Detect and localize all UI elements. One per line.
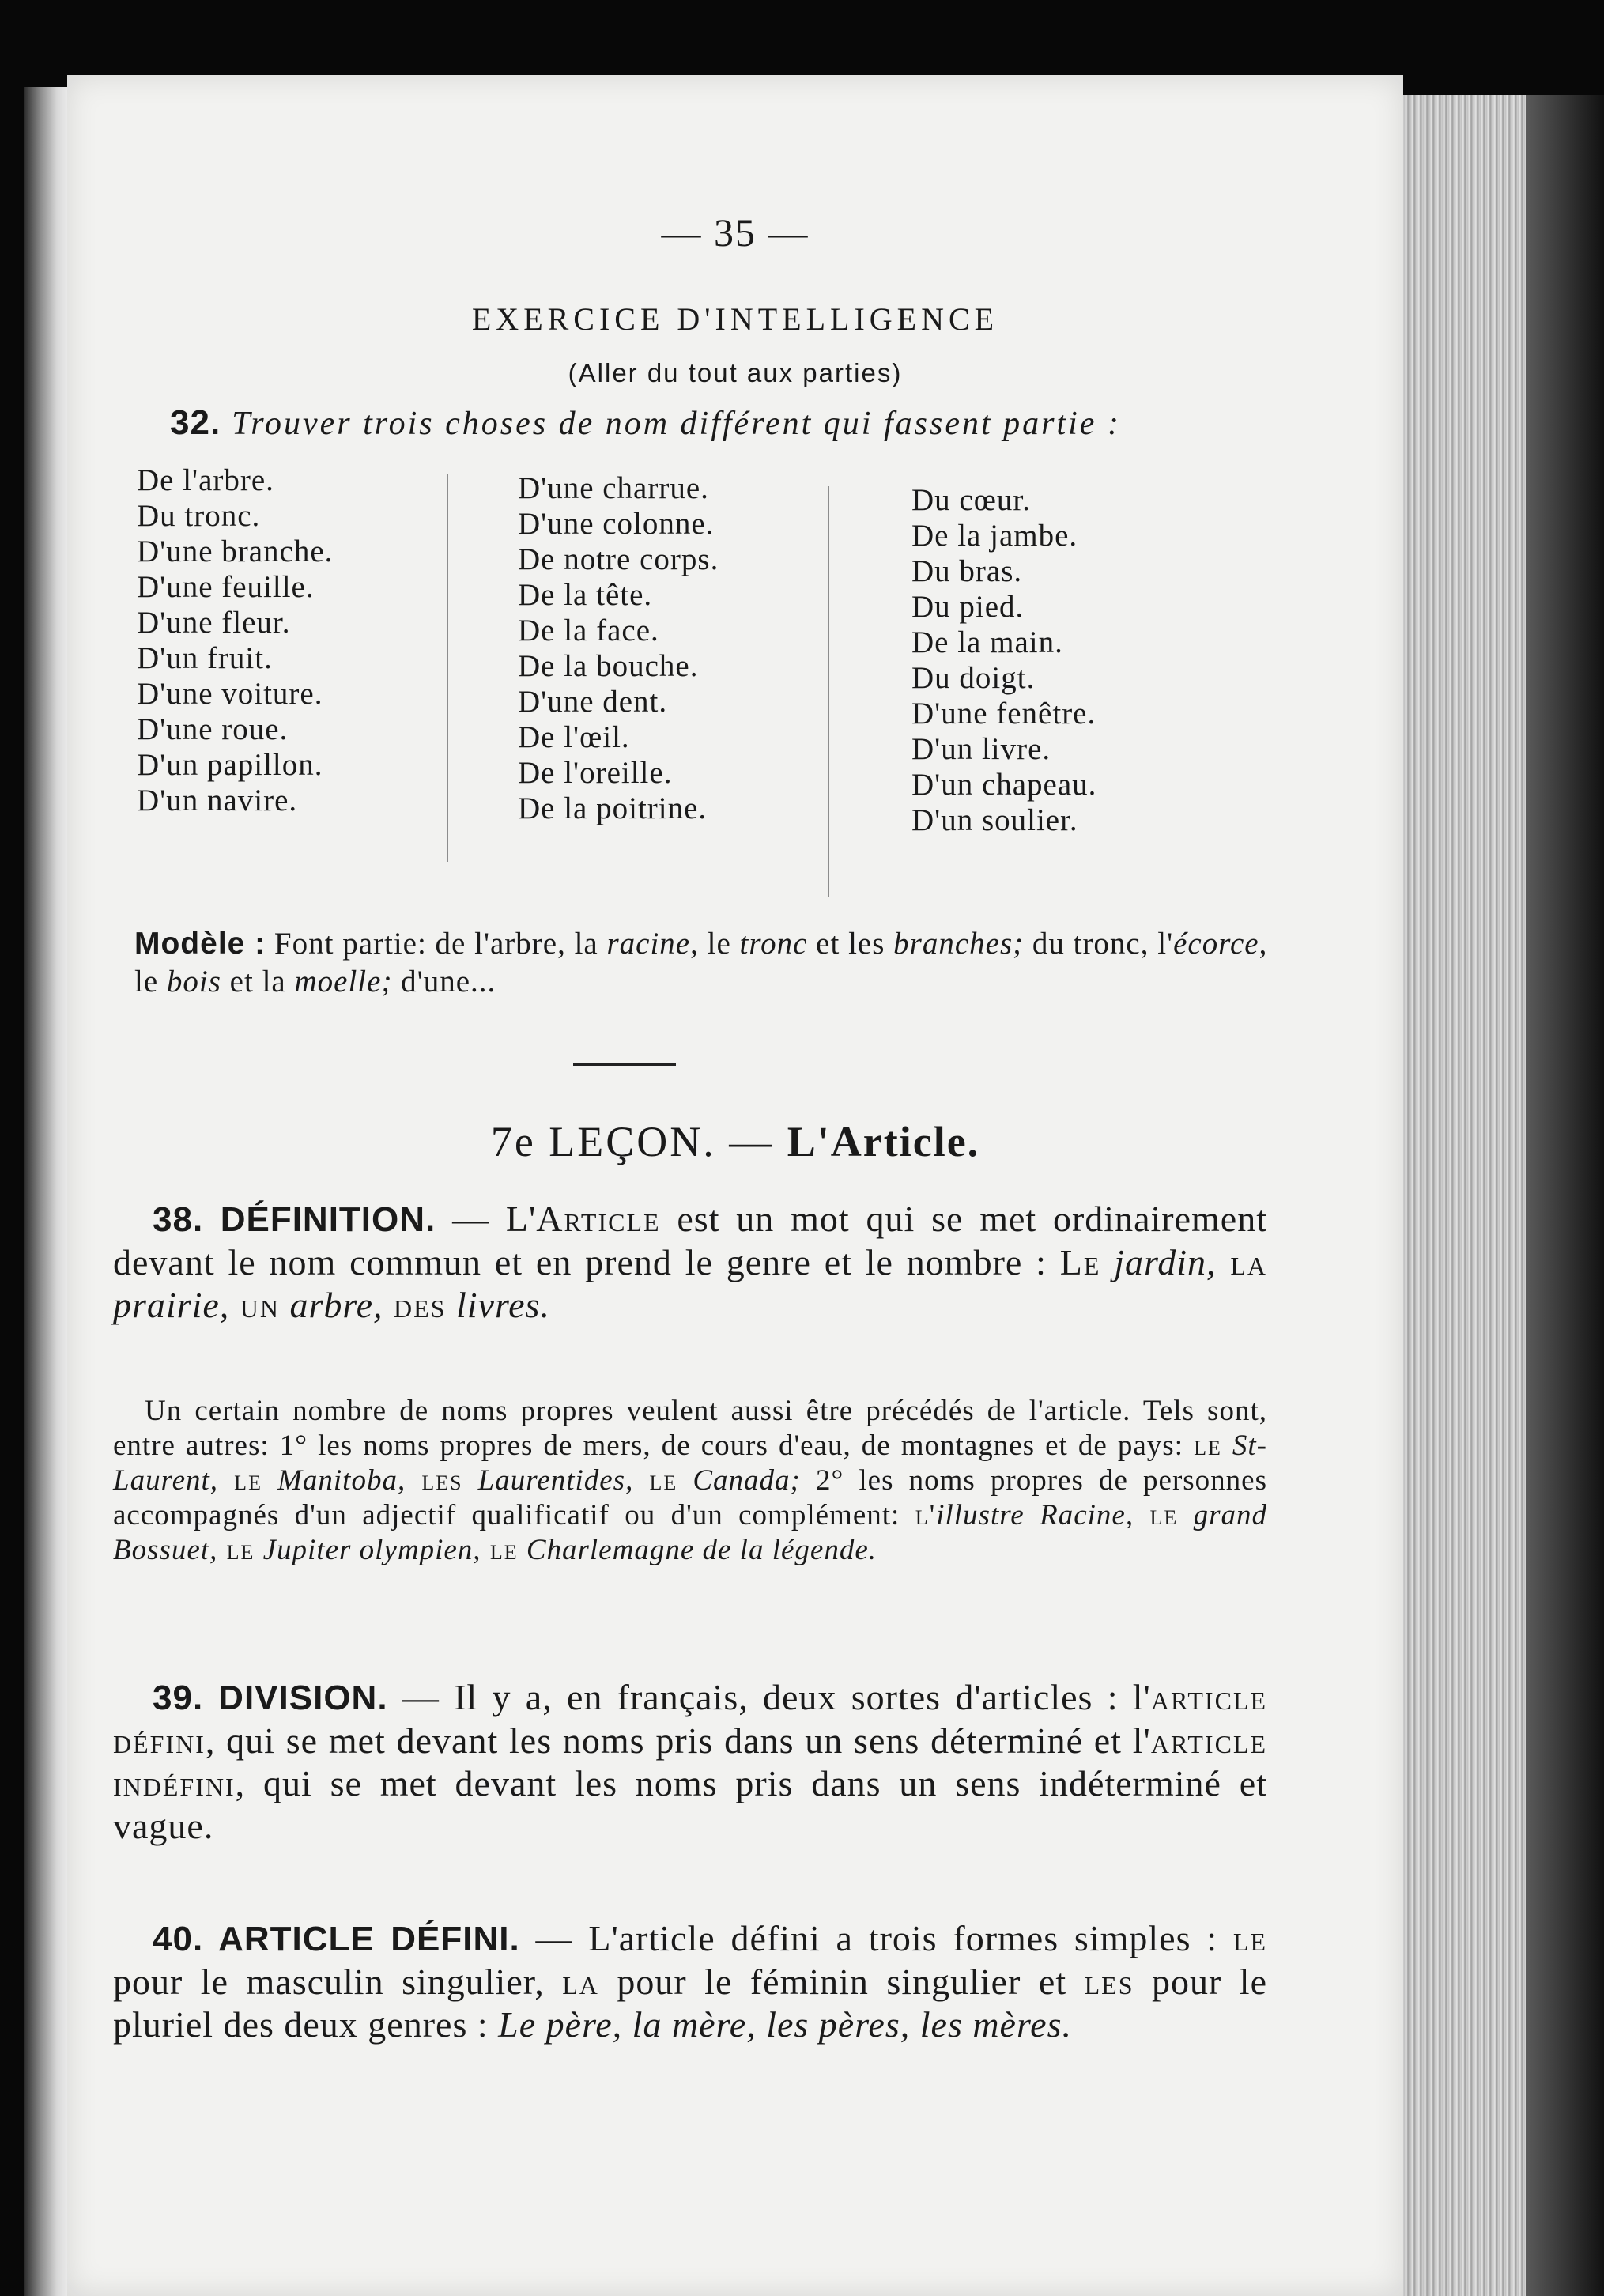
question-number: 32. — [170, 403, 221, 442]
text-run: 2° les noms propres de personnes accompagnés d'un adjectif qualificatif ou d'un complément: — [113, 1464, 1267, 1531]
note-proper-nouns — [113, 1394, 1267, 1568]
question-instruction: Trouver trois choses de nom différent qui fassent partie : — [232, 406, 1121, 442]
list-item: D'une voiture. — [137, 677, 323, 711]
book-page — [67, 75, 1403, 2296]
list-item: De la face. — [518, 614, 659, 648]
list-item: Du cœur. — [911, 483, 1031, 517]
text-run: des — [383, 1285, 447, 1325]
paragraph-heading: 38. DÉFINITION. — [153, 1200, 436, 1239]
list-item: D'un chapeau. — [911, 768, 1097, 802]
list-item: De notre corps. — [518, 542, 719, 576]
text-run: et la — [221, 965, 295, 999]
text-run: Font partie: de l'arbre, la — [266, 927, 607, 961]
text-run: St-Laurent, — [113, 1429, 1267, 1497]
paragraph-40-article-defini — [113, 1917, 1267, 2046]
text-run: — L'article défini a trois formes simples : — [519, 1918, 1233, 1958]
text-run: le — [1232, 1918, 1267, 1958]
list-item: D'un soulier. — [911, 803, 1078, 837]
text-run: , qui se met devant les noms pris dans un sens indéterminé et vague. — [113, 1763, 1267, 1846]
text-run: pour le féminin singulier et — [598, 1962, 1085, 2002]
text-run: Manitoba, — [262, 1464, 406, 1497]
list-item: De l'arbre. — [137, 463, 274, 497]
text-run: Laurentides, — [462, 1464, 634, 1497]
list-item: Du bras. — [911, 554, 1023, 588]
list-item: D'une feuille. — [137, 570, 315, 604]
page-number: — 35 — — [661, 210, 810, 255]
list-item: D'un livre. — [911, 732, 1051, 766]
text-run: moelle; — [294, 965, 393, 999]
text-run: Charlemagne de la légende. — [518, 1534, 877, 1566]
paragraph-heading: 40. ARTICLE DÉFINI. — [153, 1920, 520, 1958]
text-run: Jupiter olympien, — [255, 1534, 481, 1566]
text-run: le — [633, 1464, 678, 1497]
facing-page-edge — [24, 87, 71, 2296]
text-run: la — [1216, 1242, 1268, 1282]
column-divider — [828, 486, 829, 897]
text-run: jardin, — [1100, 1242, 1217, 1282]
list-item: D'une branche. — [137, 534, 334, 568]
text-run: — L' — [436, 1199, 537, 1239]
word-column-2 — [518, 470, 850, 826]
paragraph-heading: 39. DIVISION. — [153, 1679, 388, 1717]
list-item: Du pied. — [911, 590, 1025, 624]
list-item: D'une dent. — [518, 685, 668, 719]
list-item: D'un navire. — [137, 784, 298, 818]
text-run: , le — [134, 927, 1268, 999]
text-run: d'une... — [392, 965, 496, 999]
text-run: tronc — [739, 927, 808, 961]
text-run: bois — [166, 965, 221, 999]
list-item: D'une charrue. — [518, 471, 709, 505]
list-item: De la jambe. — [911, 519, 1078, 553]
text-run: et les — [807, 927, 894, 961]
model-answer — [134, 925, 1289, 1001]
exercise-title: EXERCICE D'INTELLIGENCE — [471, 301, 999, 337]
text-run: les — [1084, 1962, 1134, 2002]
text-run: arbre, — [280, 1285, 383, 1325]
list-item: D'une fleur. — [137, 606, 291, 640]
text-run: le — [217, 1534, 255, 1566]
question-32 — [170, 403, 1340, 443]
text-run: article indéfini — [113, 1720, 1267, 1803]
text-run: pour le masculin singulier, — [113, 1962, 563, 2002]
lesson-title — [67, 1117, 1403, 1166]
text-run: la — [562, 1962, 599, 2002]
list-item: D'une colonne. — [518, 507, 715, 541]
text-run: écorce — [1173, 927, 1259, 961]
text-run: Canada; — [677, 1464, 801, 1497]
list-item: Du tronc. — [137, 499, 261, 533]
text-run: pour le pluriel des deux genres : — [113, 1962, 1267, 2045]
text-run: du tronc, l' — [1024, 927, 1174, 961]
text-run: livres. — [446, 1285, 550, 1325]
text-run: branches; — [893, 927, 1025, 961]
text-run: le — [1134, 1499, 1179, 1531]
model-label: Modèle : — [134, 927, 266, 961]
text-run: l' — [915, 1499, 937, 1531]
text-run: Le père, la mère, les pères, les mères. — [498, 2004, 1072, 2045]
text-run: un — [229, 1285, 280, 1325]
text-run: Le — [1059, 1242, 1101, 1282]
list-item: De la tête. — [518, 578, 653, 612]
list-item: D'un papillon. — [137, 748, 323, 782]
text-run: grand Bossuet, — [113, 1499, 1268, 1566]
paragraph-39-division — [113, 1676, 1267, 1848]
list-item: D'un fruit. — [137, 641, 273, 675]
paragraph-38-definition — [113, 1198, 1267, 1327]
text-run: le — [481, 1534, 519, 1566]
list-item: D'une roue. — [137, 712, 289, 746]
text-run: illustre Racine, — [936, 1499, 1134, 1531]
list-item: De la poitrine. — [518, 791, 708, 825]
column-divider — [447, 474, 448, 862]
text-run: — Il y a, en français, deux sortes d'articles : l' — [387, 1677, 1151, 1717]
list-item: De l'oreille. — [518, 756, 673, 790]
list-item: Du doigt. — [911, 661, 1036, 695]
text-run: le — [1194, 1429, 1222, 1462]
book-spine-shadow — [1526, 95, 1604, 2296]
text-run: Un certain nombre de noms propres veulent aussi être précédés de l'article. Tels sont, entre autres: 1° les noms propres de mers, de cours d'eau, de montagnes et de pays: — [113, 1395, 1267, 1462]
text-run: , qui se met devant les noms pris dans un sens déterminé et l' — [205, 1720, 1151, 1761]
list-item: D'une fenêtre. — [911, 697, 1096, 731]
exercise-subtitle: (Aller du tout aux parties) — [568, 358, 903, 387]
text-run: le — [218, 1464, 262, 1497]
text-run: est un mot qui se met ordinairement devant le nom commun et en prend le genre et le nombre : — [113, 1199, 1267, 1282]
text-run: article défini — [113, 1677, 1267, 1761]
list-item: De la main. — [911, 625, 1063, 659]
text-run: prairie, — [113, 1285, 230, 1325]
lesson-number: 7e LEÇON. — — [490, 1118, 787, 1165]
list-item: De l'œil. — [518, 720, 630, 754]
word-column-1 — [137, 463, 437, 818]
word-column-3 — [911, 482, 1244, 838]
lesson-name: L'Article. — [787, 1118, 980, 1165]
text-run: , le — [690, 927, 740, 961]
list-item: De la bouche. — [518, 649, 699, 683]
text-run: les — [406, 1464, 463, 1497]
text-run: racine — [606, 927, 691, 961]
section-separator — [573, 1063, 676, 1066]
text-run: Article — [536, 1199, 661, 1239]
